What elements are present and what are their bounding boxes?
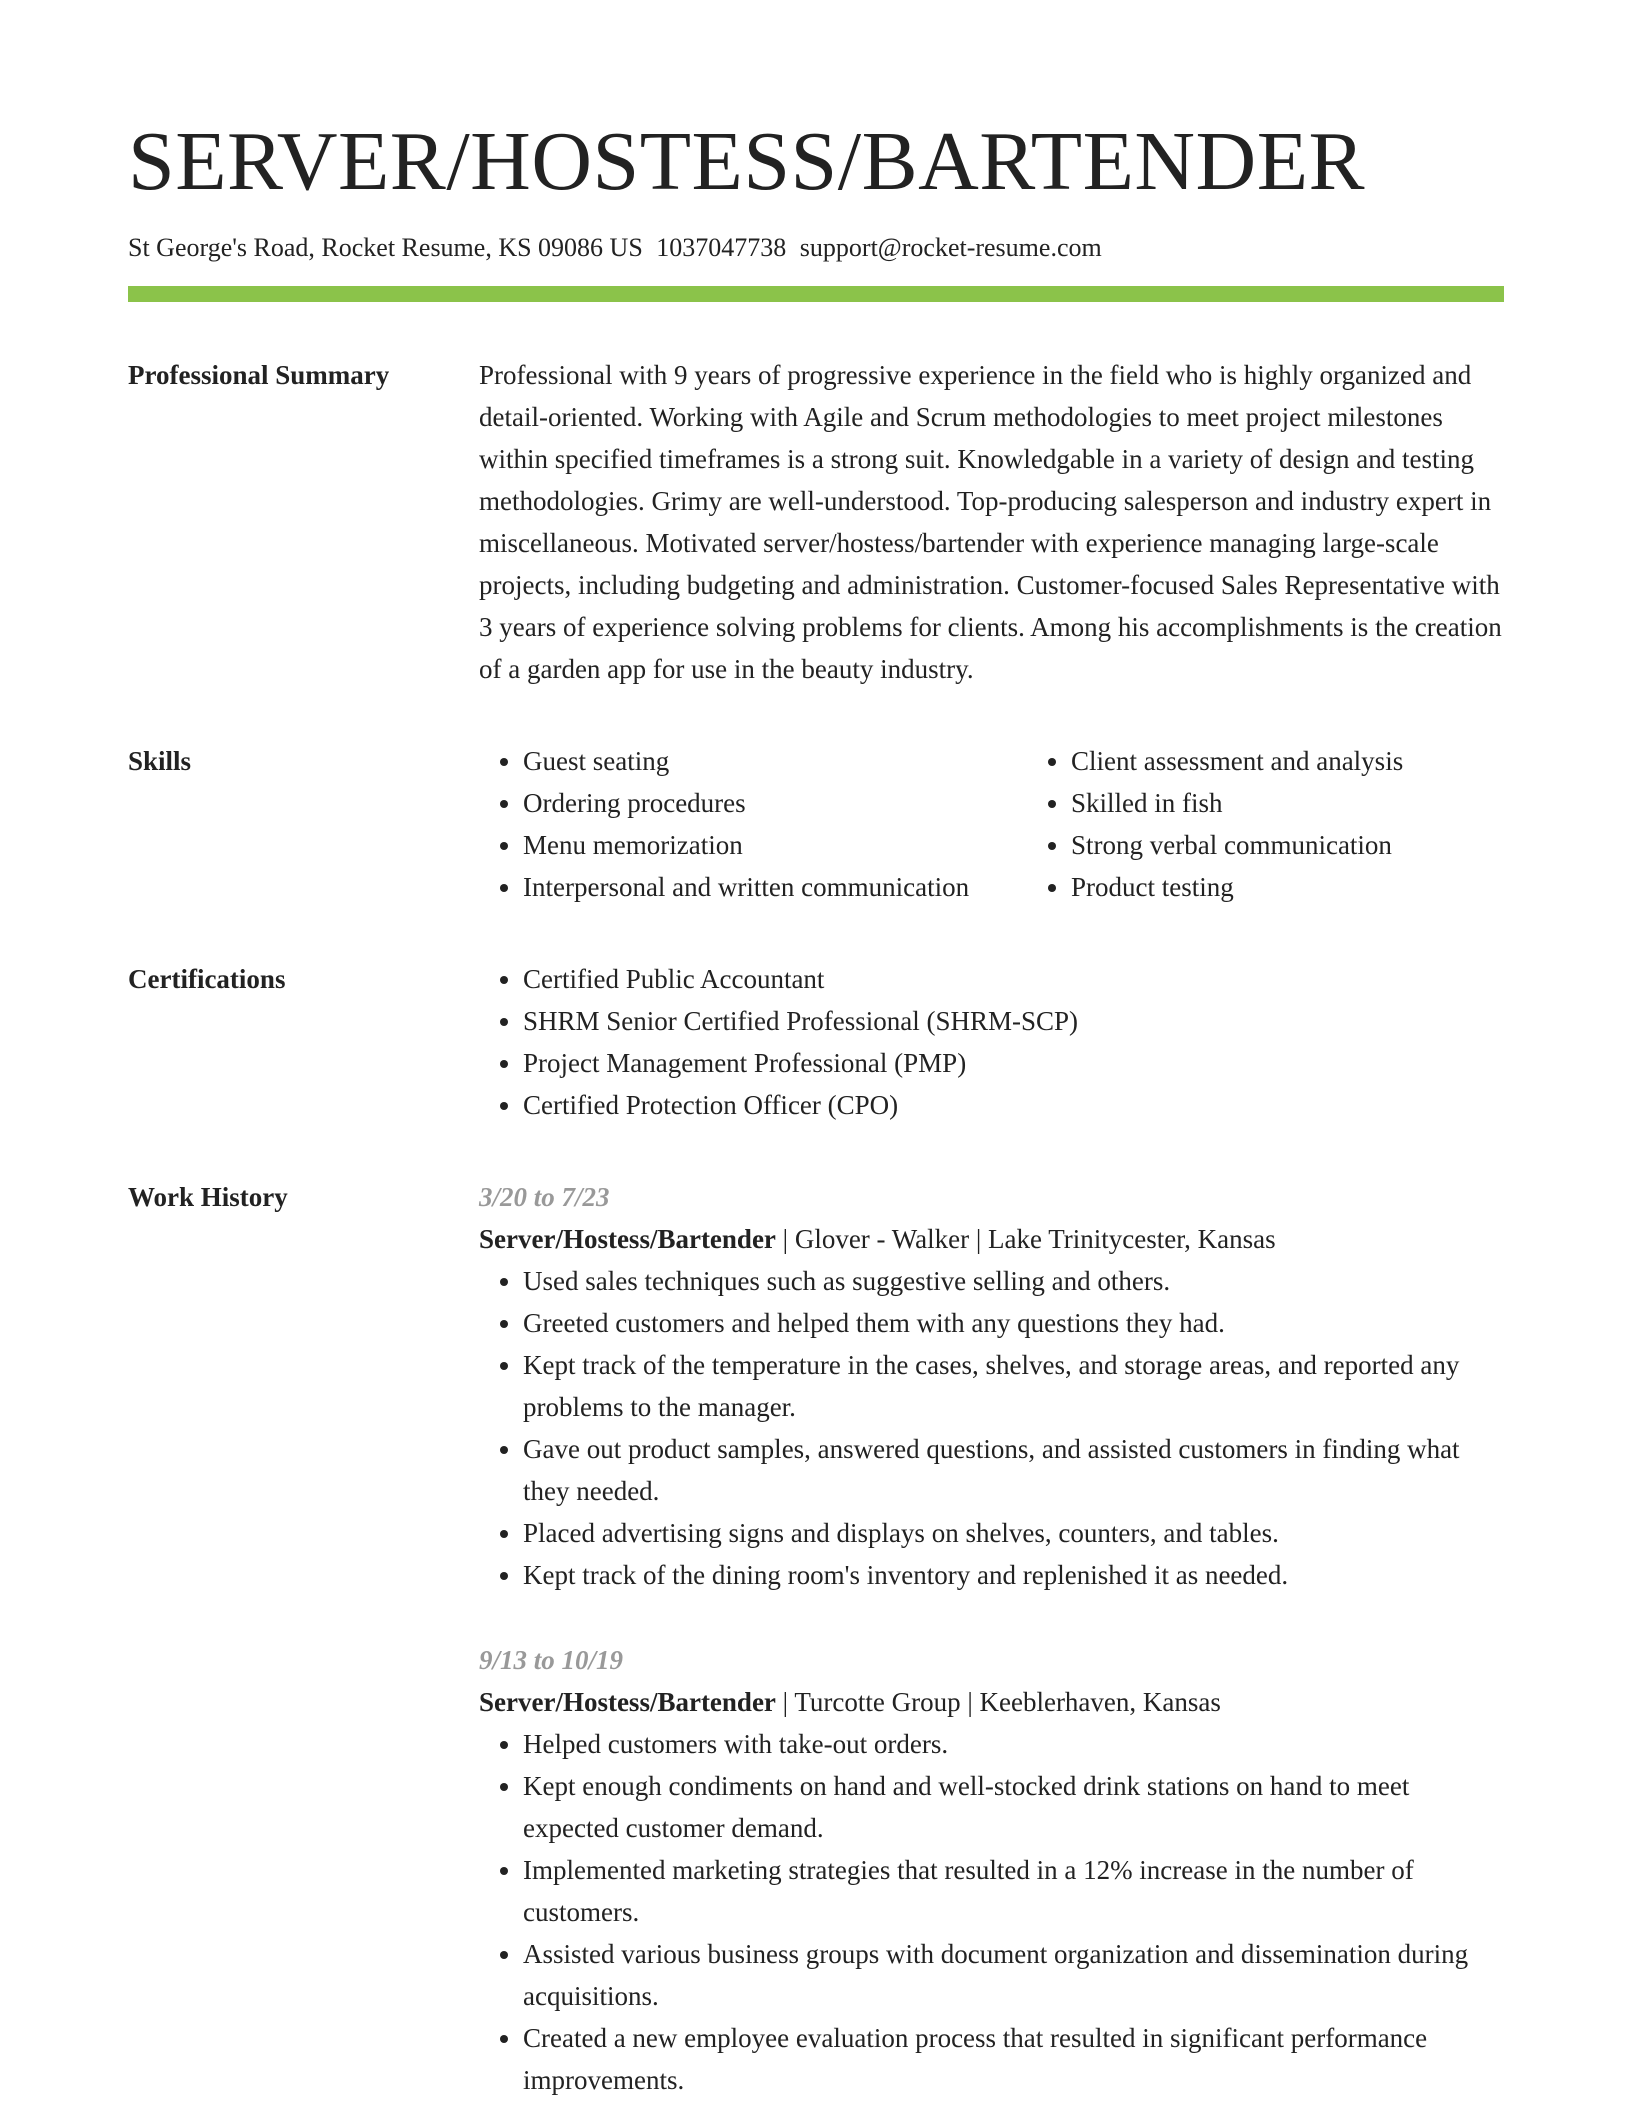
skill-item: • Guest seating	[523, 740, 1027, 782]
job-details: | Glover - Walker | Lake Trinitycester, Kansas	[782, 1224, 1276, 1255]
certifications-heading: Certifications	[128, 964, 286, 995]
skills-list-left	[479, 740, 1027, 908]
skills-heading: Skills	[128, 746, 192, 777]
job-bullet: • Assisted various business groups with document organization and dissemination during acquisitions.	[523, 1933, 1504, 2017]
work-history-section	[128, 1176, 1504, 2101]
certifications-section	[128, 958, 1504, 1126]
skills-section	[128, 740, 1504, 908]
resume-name: SERVER/HOSTESS/BARTENDER	[128, 115, 1366, 208]
job-bullet: • Placed advertising signs and displays on shelves, counters, and tables.	[523, 1512, 1504, 1554]
contact-phone: 1037047738	[656, 233, 787, 262]
contact-line	[128, 232, 1504, 263]
certifications-list	[479, 958, 1504, 1126]
job-bullet: • Kept track of the temperature in the cases, shelves, and storage areas, and reported any problems to the manager.	[523, 1344, 1504, 1428]
skill-item: • Ordering procedures	[523, 782, 1027, 824]
job-entry	[479, 1639, 1504, 2101]
work-history-heading: Work History	[128, 1182, 288, 1213]
job-bullet: • Helped customers with take-out orders.	[523, 1723, 1504, 1765]
skill-item: • Strong verbal communication	[1071, 824, 1504, 866]
skills-list-right	[1027, 740, 1504, 908]
job-title: Server/Hostess/Bartender	[479, 1687, 776, 1718]
contact-email: support@rocket-resume.com	[799, 233, 1102, 262]
skill-item: • Skilled in fish	[1071, 782, 1504, 824]
job-header	[479, 1681, 1504, 1723]
skill-item: • Menu memorization	[523, 824, 1027, 866]
job-bullets	[479, 1723, 1504, 2101]
work-history-body	[479, 1176, 1504, 2101]
contact-address: St George's Road, Rocket Resume, KS 09086 US	[128, 233, 643, 262]
job-dates: 3/20 to 7/23	[479, 1182, 610, 1213]
job-bullet: • Gave out product samples, answered questions, and assisted customers in finding what they needed.	[523, 1428, 1504, 1512]
skill-item: • Client assessment and analysis	[1071, 740, 1504, 782]
certification-item: • Project Management Professional (PMP)	[523, 1042, 1504, 1084]
certification-item: • SHRM Senior Certified Professional (SHRM-SCP)	[523, 1000, 1504, 1042]
job-bullets	[479, 1260, 1504, 1596]
job-header	[479, 1218, 1504, 1260]
accent-divider	[128, 286, 1504, 302]
certification-item: • Certified Protection Officer (CPO)	[523, 1084, 1504, 1126]
job-bullet: • Created a new employee evaluation process that resulted in significant performance improvements.	[523, 2017, 1504, 2101]
certifications-body	[479, 958, 1504, 1126]
summary-heading: Professional Summary	[128, 360, 390, 391]
certification-item: • Certified Public Accountant	[523, 958, 1504, 1000]
skills-body	[479, 740, 1504, 908]
job-bullet: • Used sales techniques such as suggestive selling and others.	[523, 1260, 1504, 1302]
skill-item: • Interpersonal and written communication	[523, 866, 1027, 908]
summary-text: Professional with 9 years of progressive experience in the field who is highly organized and detail-oriented. Working with Agile and Scrum methodologies to meet project milestones within specified timeframes is a strong suit. Knowledgable in a variety of design and testing methodologies. Grimy are well-understood. Top-producing salesperson and industry expert in miscellaneous. Motivated server/hostess/bartender with experience managing large-scale projects, including budgeting and administration. Customer-focused Sales Representative with 3 years of experience solving problems for clients. Among his accomplishments is the creation of a garden app for use in the beauty industry.	[479, 360, 1502, 685]
skill-item: • Product testing	[1071, 866, 1504, 908]
summary-body	[479, 354, 1504, 690]
job-details: | Turcotte Group | Keeblerhaven, Kansas	[782, 1687, 1221, 1718]
job-bullet: • Implemented marketing strategies that resulted in a 12% increase in the number of customers.	[523, 1849, 1504, 1933]
job-bullet: • Kept track of the dining room's inventory and replenished it as needed.	[523, 1554, 1504, 1596]
job-dates: 9/13 to 10/19	[479, 1645, 624, 1676]
job-title: Server/Hostess/Bartender	[479, 1224, 776, 1255]
summary-section	[128, 354, 1504, 690]
job-bullet: • Greeted customers and helped them with any questions they had.	[523, 1302, 1504, 1344]
job-bullet: • Kept enough condiments on hand and well-stocked drink stations on hand to meet expected customer demand.	[523, 1765, 1504, 1849]
job-entry	[479, 1176, 1504, 1596]
